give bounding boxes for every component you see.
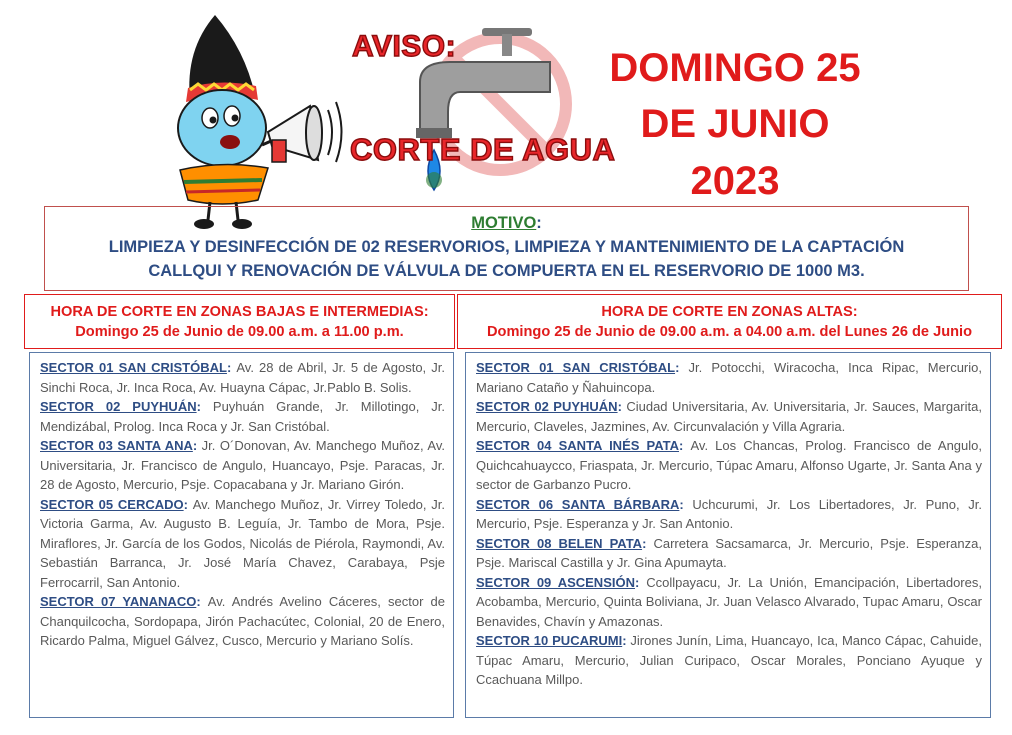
list-item: SECTOR 02 PUYHUÁN: Ciudad Universitaria, Av. Universitaria, Jr. Sauces, Margarita, Mercurio, Claveles, Jazmines, Av. Circunvalación y Villa Agraria.	[476, 399, 982, 434]
sector-name: SECTOR 02 PUYHUÁN	[40, 399, 197, 414]
sector-streets: Jr. Potocchi, Wiracocha, Inca Ripac, Mercurio, Mariano Cataño y Ñahuincopa.	[476, 360, 982, 395]
motivo-box	[44, 206, 969, 291]
hours-high-zones-schedule: Domingo 25 de Junio de 09.00 a.m. a 04.00 a.m. del Lunes 26 de Junio	[487, 324, 972, 340]
sector-name: SECTOR 04 SANTA INÉS PATA	[476, 438, 680, 453]
sector-streets: Uchcurumi, Jr. Los Libertadores, Jr. Puno, Jr. Mercurio, Psje. Esperanza y Jr. San Antonio.	[476, 496, 982, 531]
sector-streets: Av. Andrés Avelino Cáceres, sector de Chanquilcocha, Sordopapa, Jirón Pachacútec, Colonial, 20 de Enero, Ricardo Palma, Miguel Gálvez, Cusco, Mercurio y Mariano Solís.	[40, 594, 445, 648]
motivo-heading: MOTIVO:	[471, 214, 542, 232]
list-item: SECTOR 03 SANTA ANA: Jr. O´Donovan, Av. Manchego Muñoz, Av. Universitaria, Jr. Francisco de Angulo, Huancayo, Psje. Paracas, Jr. 28 de Agosto, Mercurio, Psje. Copacabana y Jr. Mariano Girón.	[40, 438, 445, 492]
date-line-3: 2023	[690, 159, 780, 203]
sector-list-low-zones	[29, 352, 454, 718]
list-item: SECTOR 05 CERCADO: Av. Manchego Muñoz, Jr. Virrey Toledo, Jr. Victoria Garma, Av. Augusto B. Leguía, Jr. Tambo de Mora, Psje. Miraflores, Jr. García de los Godos, Nicolás de Piérola, Raymondi, Av. Sebastián Barranca, Jr. José María Chavez, Carabaya, Psje Ferrocarril, San Antonio.	[40, 496, 445, 590]
date-line-2: DE JUNIO	[640, 102, 830, 146]
list-item: SECTOR 08 BELEN PATA: Carretera Sacsamarca, Jr. Mercurio, Psje. Esperanza, Psje. Mariscal Castilla y Jr. Gina Apumayta.	[476, 535, 982, 570]
sector-streets: Ciudad Universitaria, Av. Universitaria, Jr. Sauces, Margarita, Mercurio, Claveles, Jazmines, Av. Circunvalación y Villa Agraria.	[476, 399, 982, 434]
sector-name: SECTOR 10 PUCARUMI	[476, 633, 623, 648]
hours-low-zones-schedule: Domingo 25 de Junio de 09.00 a.m. a 11.00 p.m.	[75, 324, 404, 340]
sector-name: SECTOR 01 SAN CRISTÓBAL	[40, 360, 227, 375]
list-item: SECTOR 01 SAN CRISTÓBAL: Av. 28 de Abril, Jr. 5 de Agosto, Jr. Sinchi Roca, Jr. Inca Roca, Av. Huayna Cápac, Jr.Pablo B. Solis.	[40, 360, 445, 395]
sector-list-high-zones	[465, 352, 991, 718]
hours-low-zones-title: HORA DE CORTE EN ZONAS BAJAS E INTERMEDIAS:	[50, 304, 429, 320]
hours-high-zones-box	[457, 294, 1002, 349]
sector-streets: Jirones Junín, Lima, Huancayo, Ica, Manco Cápac, Cahuide, Túpac Amaru, Mercurio, Julian Curipaco, Oscar Morales, Ponciano Ayuque y Ccachuana Millpo.	[476, 633, 982, 687]
water-drop-mascot-icon	[150, 10, 350, 232]
list-item: SECTOR 04 SANTA INÉS PATA: Av. Los Chancas, Prolog. Francisco de Angulo, Quichcahuaycco, Friaspata, Jr. Mercurio, Túpac Amaru, Alfonso Ugarte, Jr. Santa Ana y sector de Garbanzo Pucro.	[476, 438, 982, 492]
sector-name: SECTOR 05 CERCADO	[40, 496, 184, 512]
sector-streets: Av. Los Chancas, Prolog. Francisco de Angulo, Quichcahuaycco, Friaspata, Jr. Mercurio, Túpac Amaru, Alfonso Ugarte, Jr. Santa Ana y sector de Garbanzo Pucro.	[476, 438, 982, 492]
list-item: SECTOR 06 SANTA BÁRBARA: Uchcurumi, Jr. Los Libertadores, Jr. Puno, Jr. Mercurio, Psje. Esperanza y Jr. San Antonio.	[476, 496, 982, 531]
list-item: SECTOR 02 PUYHUÁN: Puyhuán Grande, Jr. Millotingo, Jr. Mendizábal, Prolog. Inca Roca y Jr. San Cristóbal.	[40, 399, 446, 434]
sector-streets: Jr. O´Donovan, Av. Manchego Muñoz, Av. Universitaria, Jr. Francisco de Angulo, Huancayo, Psje. Paracas, Jr. 28 de Agosto, Mercurio, Psje. Copacabana y Jr. Mariano Girón.	[40, 438, 445, 492]
motivo-line-2: CALLQUI Y RENOVACIÓN DE VÁLVULA DE COMPUERTA EN EL RESERVORIO DE 1000 M3.	[148, 262, 865, 280]
aviso-subtitle: CORTE DE AGUA	[350, 132, 616, 167]
sector-streets: Puyhuán Grande, Jr. Millotingo, Jr. Mendizábal, Prolog. Inca Roca y Jr. San Cristóbal.	[40, 399, 446, 434]
list-item: SECTOR 09 ASCENSIÓN: Ccollpayacu, Jr. La Unión, Emancipación, Libertadores, Acobamba, Mercurio, Quinta Boliviana, Jr. Juan Velasco Alvarado, Tupac Amaru, Oscar Benavides, Chavín y Amazonas.	[476, 574, 982, 629]
sector-name: SECTOR 08 BELEN PATA	[476, 535, 643, 551]
hours-high-zones-title: HORA DE CORTE EN ZONAS ALTAS:	[601, 304, 858, 320]
sector-name: SECTOR 07 YANANACO	[40, 594, 197, 609]
sector-streets: Carretera Sacsamarca, Jr. Mercurio, Psje. Esperanza, Psje. Mariscal Castilla y Jr. Gina Apumayta.	[476, 535, 982, 570]
list-item: SECTOR 10 PUCARUMI: Jirones Junín, Lima, Huancayo, Ica, Manco Cápac, Cahuide, Túpac Amaru, Mercurio, Julian Curipaco, Oscar Morales, Ponciano Ayuque y Ccachuana Millpo.	[476, 633, 982, 687]
sector-name: SECTOR 03 SANTA ANA	[40, 438, 193, 453]
motivo-label: MOTIVO	[471, 214, 537, 232]
sector-streets: Av. 28 de Abril, Jr. 5 de Agosto, Jr. Sinchi Roca, Jr. Inca Roca, Av. Huayna Cápac, Jr.Pablo B. Solis.	[40, 360, 445, 395]
list-item: SECTOR 01 SAN CRISTÓBAL: Jr. Potocchi, Wiracocha, Inca Ripac, Mercurio, Mariano Cataño y Ñahuincopa.	[476, 360, 982, 395]
list-item: SECTOR 07 YANANACO: Av. Andrés Avelino Cáceres, sector de Chanquilcocha, Sordopapa, Jirón Pachacútec, Colonial, 20 de Enero, Ricardo Palma, Miguel Gálvez, Cusco, Mercurio y Mariano Solís.	[40, 594, 445, 648]
sector-name: SECTOR 01 SAN CRISTÓBAL	[476, 360, 676, 375]
hours-low-zones-box	[24, 294, 455, 349]
sector-streets: Ccollpayacu, Jr. La Unión, Emancipación, Libertadores, Acobamba, Mercurio, Quinta Boliviana, Jr. Juan Velasco Alvarado, Tupac Amaru, Oscar Benavides, Chavín y Amazonas.	[476, 574, 982, 629]
sector-name: SECTOR 02 PUYHUÁN	[476, 399, 618, 414]
sector-name: SECTOR 09 ASCENSIÓN	[476, 574, 635, 590]
aviso-title: AVISO:	[352, 30, 457, 63]
sector-streets: Av. Manchego Muñoz, Jr. Virrey Toledo, Jr. Victoria Garma, Av. Augusto B. Leguía, Jr. Tambo de Mora, Psje. Miraflores, Jr. García de los Godos, Nicolás de Piérola, Raymondi, Av. Sebastián Barranca, Jr. José María Chavez, Carabaya, Psje Ferrocarril, San Antonio.	[40, 496, 445, 590]
motivo-line-1: LIMPIEZA Y DESINFECCIÓN DE 02 RESERVORIOS, LIMPIEZA Y MANTENIMIENTO DE LA CAPTACIÓN	[108, 238, 905, 256]
sector-name: SECTOR 06 SANTA BÁRBARA	[476, 496, 680, 512]
date-line-1: DOMINGO 25	[609, 46, 861, 90]
